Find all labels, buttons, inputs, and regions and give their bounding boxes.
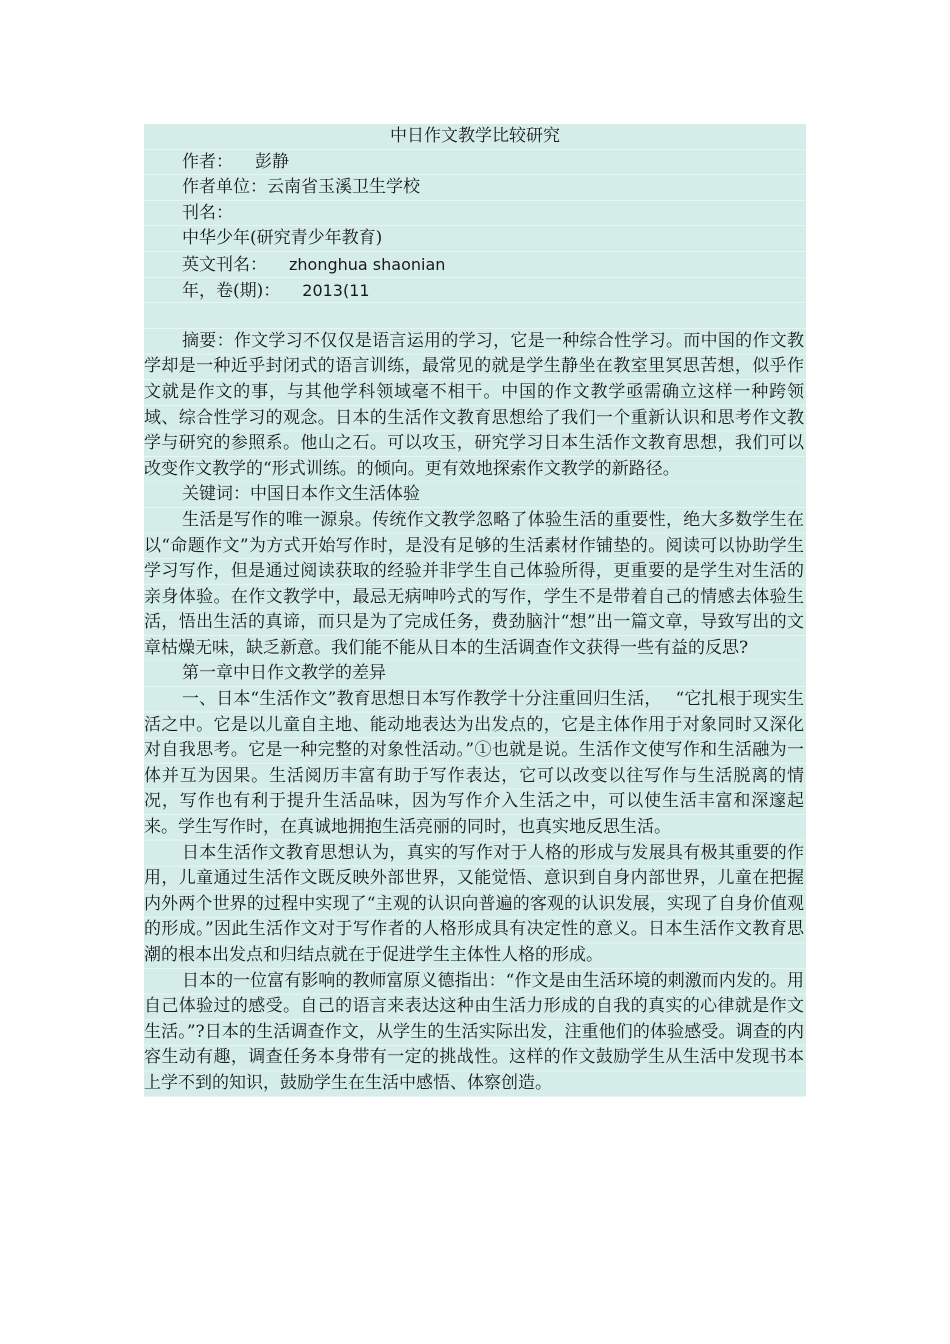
year-value: 2013(11	[302, 280, 370, 300]
year-label: 年，卷(期)：	[182, 280, 281, 301]
journal-label: 刊名：	[182, 202, 233, 223]
personality-paragraph: 日本生活作文教育思想认为，真实的写作对于人格的形成与发展具有极其重要的作用，儿童通过生活作文既反映外部世界，又能觉悟、意识到自身内部世界，儿童在把握内外两个世界的过程中实现了“主观的认识向普遍的客观的认识发展，实现了自身价值观的形成。”因此生活作文对于写作者的人格形成具有决定性的意义。日本生活作文教育思潮的根本出发点和归结点就在于促进学生主体性人格的形成。	[144, 841, 806, 969]
keywords-line: 关键词：中国日本作文生活体验	[144, 482, 806, 508]
author-row	[144, 150, 806, 176]
intro-paragraph: 生活是写作的唯一源泉。传统作文教学忽略了体验生活的重要性，绝大多数学生在以“命题作文”为方式开始写作时，是没有足够的生活素材作铺垫的。阅读可以协助学生学习写作，但是通过阅读获取的经验并非学生自己体验所得，更重要的是学生对生活的亲身体验。在作文教学中，最忌无病呻吟式的写作，学生不是带着自己的情感去体验生活，悟出生活的真谛，而只是为了完成任务，费劲脑汁“想”出一篇文章，导致写出的文章枯燥无味，缺乏新意。我们能不能从日本的生活调查作文获得一些有益的反思?	[144, 508, 806, 662]
author-name: 彭静	[255, 151, 289, 172]
affiliation-label: 作者单位：	[182, 177, 267, 198]
journal-label-row	[144, 201, 806, 227]
document-title: 中日作文教学比较研究	[144, 124, 806, 150]
section-one-paragraph: 一、日本“生活作文”教育思想日本写作教学十分注重回归生活， “它扎根于现实生活之中。它是以儿童自主地、能动地表达为出发点的，它是主体作用于对象同时又深化对自我思考。它是一种完整的对象性活动。”①也就是说。生活作文使写作和生活融为一体并互为因果。生活阅历丰富有助于写作表达，它可以改变以往写作与生活脱离的情况，写作也有利于提升生活品味，因为写作介入生活之中，可以使生活丰富和深邃起来。学生写作时，在真诚地拥抱生活亮丽的同时，也真实地反思生活。	[144, 687, 806, 841]
journal-row	[144, 226, 806, 252]
blank-line	[144, 303, 806, 329]
tomihara-paragraph: 日本的一位富有影响的教师富原义德指出：“作文是由生活环境的刺激而内发的。用自己体验过的感受。自己的语言来表达这种由生活力形成的自我的真实的心律就是作文生活。”?日本的生活调查作文，从学生的生活实际出发，注重他们的体验感受。调查的内容生动有趣，调查任务本身带有一定的挑战性。这样的作文鼓励学生从生活中发现书本上学不到的知识，鼓励学生在生活中感悟、体察创造。	[144, 969, 806, 1097]
english-journal-value: zhonghua shaonian	[289, 254, 446, 274]
chapter-heading: 第一章中日作文教学的差异	[144, 661, 806, 687]
journal-value: 中华少年(研究青少年教育)	[182, 228, 383, 249]
english-journal-label: 英文刊名：	[182, 254, 267, 275]
affiliation-row	[144, 175, 806, 201]
affiliation-value: 云南省玉溪卫生学校	[267, 177, 420, 198]
author-label: 作者：	[182, 151, 233, 172]
english-journal-row	[144, 252, 806, 278]
document-page	[144, 124, 806, 1097]
abstract-paragraph: 摘要：作文学习不仅仅是语言运用的学习，它是一种综合性学习。而中国的作文教学却是一种近乎封闭式的语言训练，最常见的就是学生静坐在教室里冥思苦想，似乎作文就是作文的事，与其他学科领域毫不相干。中国的作文教学亟需确立这样一种跨领域、综合性学习的观念。日本的生活作文教育思想给了我们一个重新认识和思考作文教学与研究的参照系。他山之石。可以攻玉，研究学习日本生活作文教育思想，我们可以改变作文教学的“形式训练。的倾向。更有效地探索作文教学的新路径。	[144, 329, 806, 483]
year-row	[144, 278, 806, 304]
